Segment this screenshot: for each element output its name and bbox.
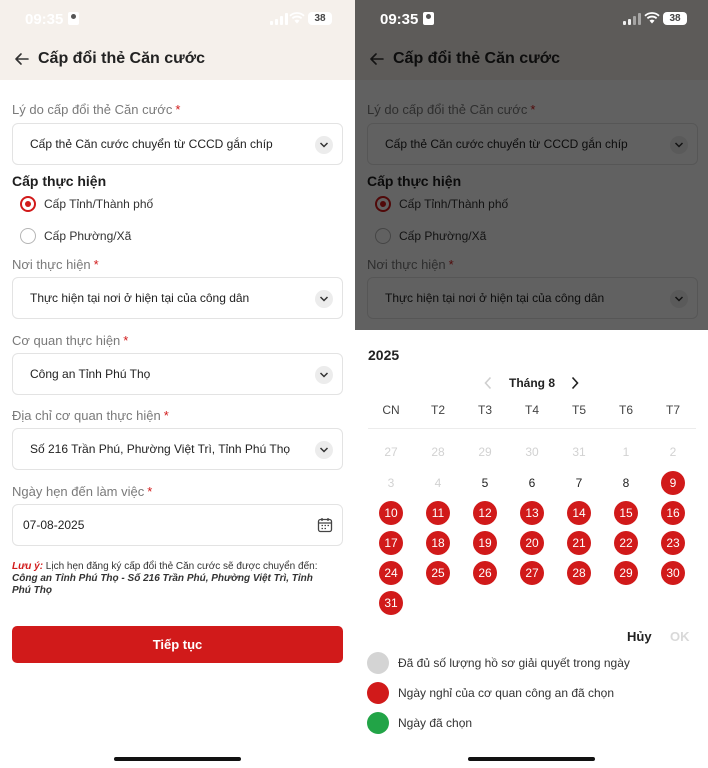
date-label: Ngày hẹn đến làm việc * — [12, 484, 153, 499]
chevron-down-icon — [315, 441, 333, 459]
place-select-value: Thực hiện tại nơi ở hiện tại của công dân — [30, 291, 250, 305]
chevron-down-icon — [315, 290, 333, 308]
weekday-label: CN — [382, 403, 400, 417]
legend-dot-holiday — [367, 682, 389, 704]
calendar-day-holiday[interactable]: 15 — [614, 501, 638, 525]
calendar-day-holiday[interactable]: 9 — [661, 471, 685, 495]
calendar-day-prev-month: 27 — [384, 445, 398, 459]
calendar-day-holiday[interactable]: 26 — [473, 561, 497, 585]
calendar-day-holiday[interactable]: 18 — [426, 531, 450, 555]
date-picker-sheet: 2025 Tháng 8 CN T2 T3 T4 T5 T6 T7 27 28 29 30 31 1 2 3 4 5 6 7 8 9 10 11 12 13 14 15 16 17 18 19 20 21 22 23 24 25 26 27 28 29 30 31 Hủy OK Đã đủ số lượng hồ sơ giải quyết trong ngày Ngày nghỉ của cơ quan công an đã chọn Ngày đã chọn — [355, 330, 708, 768]
calendar-day-holiday[interactable]: 25 — [426, 561, 450, 585]
legend-dot-full — [367, 652, 389, 674]
calendar-day-disabled: 2 — [669, 445, 677, 459]
calendar-day-holiday[interactable]: 23 — [661, 531, 685, 555]
radio-checked-icon — [20, 196, 36, 212]
calendar-day-holiday[interactable]: 31 — [379, 591, 403, 615]
weekday-label: T7 — [665, 403, 680, 417]
place-select[interactable] — [12, 277, 343, 319]
place-label: Nơi thực hiện * — [12, 257, 99, 272]
reason-select[interactable] — [12, 123, 343, 165]
form-screen: 09:35 38 Cấp đổi thẻ Căn cước Lý do cấp đổi thẻ Căn cước * Cấp thẻ Căn cước chuyển từ CCCD gắn chíp Cấp thực hiện Cấp Tỉnh/Thành phố Cấp Phường/Xã Nơi thực hiện * Thực hiện tại nơi ở hiện tại của công dân Cơ quan thực hiện * Công an Tỉnh Phú Thọ Địa chỉ cơ quan thực hiện * Số 216 Trần Phú, Phường Việt Trì, Tỉnh Phú Thọ Ngày hẹn đến làm việc * 07-08-2025 Lưu ý: Lịch hẹn đăng ký cấp đổi thẻ Căn cước sẽ được chuyển đến: Công an Tỉnh Phú Thọ - Số 216 Trần Phú, Phường Việt Trì, Tỉnh Phú Thọ Tiếp tục — [0, 0, 355, 768]
radio-unchecked-icon — [20, 228, 36, 244]
calendar-day[interactable]: 8 — [622, 476, 630, 490]
calendar-day-prev-month: 30 — [525, 445, 539, 459]
battery-indicator: 38 — [663, 12, 687, 25]
home-indicator — [114, 757, 241, 761]
weekday-divider — [368, 428, 696, 429]
calendar-day-holiday[interactable]: 14 — [567, 501, 591, 525]
calendar-day-holiday[interactable]: 24 — [379, 561, 403, 585]
calendar-day-holiday[interactable]: 12 — [473, 501, 497, 525]
weekday-label: T4 — [524, 403, 539, 417]
level-section-title: Cấp thực hiện — [12, 173, 107, 189]
calendar-day-holiday[interactable]: 20 — [520, 531, 544, 555]
weekday-label: T3 — [477, 403, 492, 417]
calendar-day-prev-month: 28 — [431, 445, 445, 459]
agency-select[interactable] — [12, 353, 343, 395]
calendar-day-disabled: 1 — [622, 445, 630, 459]
status-bar — [355, 0, 708, 40]
appointment-note: Lưu ý: Lịch hẹn đăng ký cấp đổi thẻ Căn cước sẽ được chuyển đến: Công an Tỉnh Phú Thọ - Số 216 Trần Phú, Phường Việt Trì, Tỉnh Phú Thọ — [12, 561, 318, 596]
page-title: Cấp đổi thẻ Căn cước — [38, 50, 205, 67]
calendar-day-holiday[interactable]: 21 — [567, 531, 591, 555]
calendar-day-holiday[interactable]: 13 — [520, 501, 544, 525]
calendar-day-holiday[interactable]: 27 — [520, 561, 544, 585]
weekday-label: T2 — [430, 403, 445, 417]
date-picker-screen — [355, 0, 708, 768]
date-input[interactable] — [12, 504, 343, 546]
calendar-day-holiday[interactable]: 29 — [614, 561, 638, 585]
wifi-icon — [289, 12, 305, 24]
battery-indicator: 38 — [308, 12, 332, 25]
reason-label: Lý do cấp đổi thẻ Căn cước * — [12, 102, 181, 117]
agency-select-value: Công an Tỉnh Phú Thọ — [30, 367, 151, 381]
calendar-day-disabled: 3 — [387, 476, 395, 490]
reason-select-value: Cấp thẻ Căn cước chuyển từ CCCD gắn chíp — [30, 137, 273, 151]
calendar-day-prev-month: 31 — [572, 445, 586, 459]
id-card-icon — [68, 12, 79, 25]
calendar-day[interactable]: 7 — [575, 476, 583, 490]
back-arrow-icon[interactable] — [14, 51, 30, 67]
calendar-day-holiday[interactable]: 17 — [379, 531, 403, 555]
address-label: Địa chỉ cơ quan thực hiện * — [12, 408, 169, 423]
home-indicator — [468, 757, 595, 761]
calendar-day[interactable]: 6 — [528, 476, 536, 490]
cancel-button[interactable]: Hủy — [627, 629, 652, 644]
calendar-year: 2025 — [368, 347, 400, 363]
agency-label: Cơ quan thực hiện * — [12, 333, 129, 348]
address-select-value: Số 216 Trần Phú, Phường Việt Trì, Tỉnh Phú Thọ — [30, 442, 291, 456]
chevron-down-icon — [315, 136, 333, 154]
date-input-value: 07-08-2025 — [23, 518, 85, 532]
calendar-day-holiday[interactable]: 10 — [379, 501, 403, 525]
continue-button[interactable]: Tiếp tục — [12, 626, 343, 663]
chevron-left-icon[interactable] — [483, 376, 493, 390]
wifi-icon — [644, 12, 660, 24]
status-time: 09:35 — [25, 11, 79, 28]
calendar-day-holiday[interactable]: 19 — [473, 531, 497, 555]
calendar-day-holiday[interactable]: 16 — [661, 501, 685, 525]
status-time: 09:35 — [380, 11, 434, 28]
calendar-day-holiday[interactable]: 30 — [661, 561, 685, 585]
calendar-day-prev-month: 29 — [478, 445, 492, 459]
signal-icon — [623, 13, 645, 25]
calendar-month: Tháng 8 — [509, 376, 556, 390]
calendar-day-holiday[interactable]: 22 — [614, 531, 638, 555]
address-select[interactable] — [12, 428, 343, 470]
calendar-day-holiday[interactable]: 11 — [426, 501, 450, 525]
ok-button[interactable]: OK — [670, 629, 690, 644]
legend-dot-selected — [367, 712, 389, 734]
weekday-label: T6 — [618, 403, 633, 417]
chevron-right-icon[interactable] — [570, 376, 580, 390]
chevron-down-icon — [315, 366, 333, 384]
calendar-day-holiday[interactable]: 28 — [567, 561, 591, 585]
app-header — [0, 0, 355, 80]
calendar-day-disabled: 4 — [434, 476, 442, 490]
id-card-icon — [423, 12, 434, 25]
calendar-day[interactable]: 5 — [481, 476, 489, 490]
modal-backdrop[interactable] — [355, 0, 708, 330]
status-bar — [0, 0, 355, 40]
calendar-icon[interactable] — [317, 517, 333, 533]
weekday-label: T5 — [571, 403, 586, 417]
